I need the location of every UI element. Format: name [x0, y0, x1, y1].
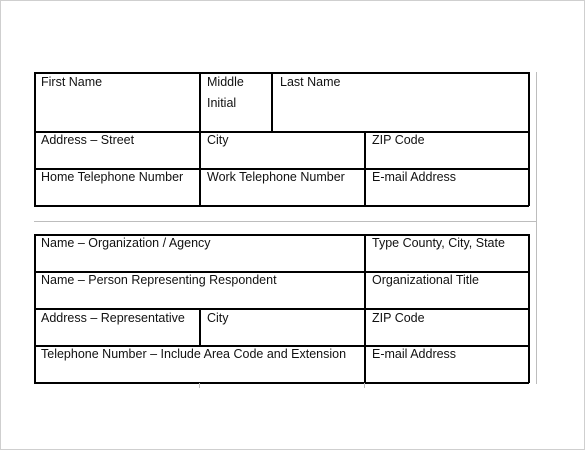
email-address-label: E-mail Address — [372, 347, 457, 361]
table-border-left — [34, 72, 36, 206]
organizational-title-label: Organizational Title — [372, 273, 480, 287]
outer-edge — [536, 72, 537, 384]
edge-tick — [199, 383, 200, 388]
first-name-label: First Name — [41, 75, 103, 89]
column-divider — [199, 308, 201, 346]
zip-code-label: ZIP Code — [372, 311, 425, 325]
column-divider — [199, 72, 201, 206]
table-border-right — [528, 72, 530, 206]
edge-tick — [364, 383, 365, 388]
table-border-bottom — [34, 382, 529, 384]
person-representing-label: Name – Person Representing Respondent — [41, 273, 277, 287]
zip-code-label: ZIP Code — [372, 133, 425, 147]
row-divider — [34, 205, 529, 207]
last-name-label: Last Name — [280, 75, 341, 89]
work-telephone-label: Work Telephone Number — [207, 170, 345, 184]
row-divider-light — [34, 221, 536, 222]
email-address-label: E-mail Address — [372, 170, 457, 184]
address-street-label: Address – Street — [41, 133, 135, 147]
column-divider — [364, 234, 366, 383]
organization-name-label: Name – Organization / Agency — [41, 236, 211, 250]
address-representative-label: Address – Representative — [41, 311, 185, 325]
table-border-right — [528, 234, 530, 383]
home-telephone-label: Home Telephone Number — [41, 170, 184, 184]
telephone-number-label: Telephone Number – Include Area Code and Extension — [41, 347, 347, 361]
column-divider — [271, 72, 273, 132]
table-border-left — [34, 234, 36, 383]
city-label: City — [207, 133, 229, 147]
city-label: City — [207, 311, 229, 325]
column-divider — [364, 131, 366, 206]
middle-label: Middle — [207, 75, 244, 89]
county-city-state-label: Type County, City, State — [372, 236, 505, 250]
initial-label: Initial — [207, 96, 237, 110]
